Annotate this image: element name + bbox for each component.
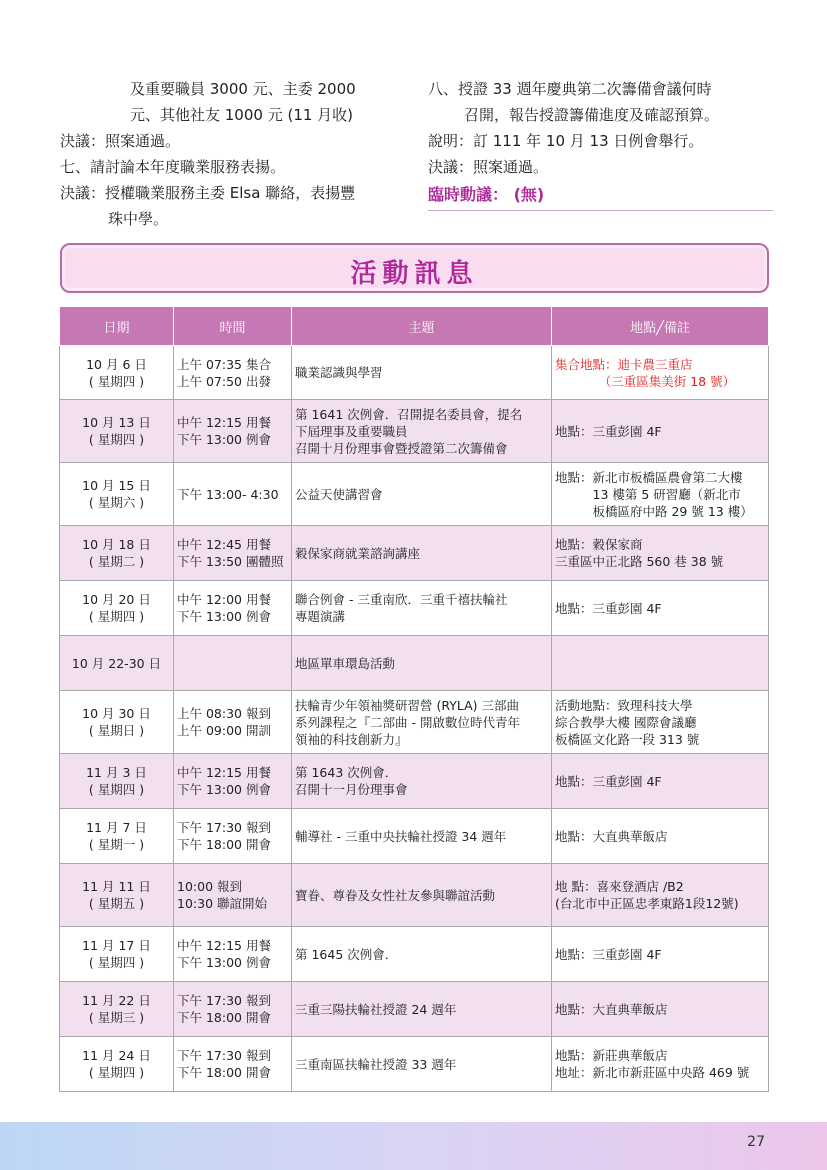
- temporary-motion: 臨時動議： (無): [428, 182, 773, 211]
- header-time: 時間: [174, 307, 292, 346]
- row-location: 地點：三重彭園 4F: [552, 400, 769, 463]
- row-date: 11 月 22 日 ( 星期三 ): [60, 982, 174, 1037]
- left-line: 及重要職員 3000 元、主委 2000: [130, 80, 356, 98]
- row-location: 地點：大直典華飯店: [552, 982, 769, 1037]
- row-date: 11 月 7 日 ( 星期一 ): [60, 809, 174, 864]
- row-time: 上午 07:35 集合 上午 07:50 出發: [174, 346, 292, 400]
- table-header-row: [60, 307, 769, 346]
- row-location: [552, 636, 769, 691]
- section-title: 活動訊息: [350, 259, 479, 289]
- table-row: [60, 581, 769, 636]
- right-line: 決議：照案通過。: [428, 158, 549, 176]
- right-column: [428, 76, 773, 211]
- table-row: [60, 1037, 769, 1092]
- table-row: [60, 927, 769, 982]
- left-line: 七、請討論本年度職業服務表揚。: [60, 158, 286, 176]
- table-row: [60, 691, 769, 754]
- row-time: 中午 12:45 用餐 下午 13:50 團體照: [174, 526, 292, 581]
- row-date: 10 月 22-30 日: [60, 636, 174, 691]
- row-date: 11 月 11 日 ( 星期五 ): [60, 864, 174, 927]
- row-location: 地點：穀保家商 三重區中正北路 560 巷 38 號: [552, 526, 769, 581]
- row-time: 下午 17:30 報到 下午 18:00 開會: [174, 1037, 292, 1092]
- right-line: 八、授證 33 週年慶典第二次籌備會議何時: [428, 80, 712, 98]
- row-topic: 第 1643 次例會． 召開十一月份理事會: [292, 754, 552, 809]
- row-date: 10 月 18 日 ( 星期二 ): [60, 526, 174, 581]
- row-location: 地點：三重彭園 4F: [552, 927, 769, 982]
- table-row: [60, 864, 769, 927]
- row-time: 下午 17:30 報到 下午 18:00 開會: [174, 809, 292, 864]
- row-location: 地點：新北市板橋區農會第二大樓 13 樓第 5 研習廳（新北市 板橋區府中路 29 號 13 樓）: [552, 463, 769, 526]
- header-topic: 主題: [292, 307, 552, 346]
- row-location: 地 點：喜來登酒店 /B2 (台北市中正區忠孝東路1段12號): [552, 864, 769, 927]
- table-row: [60, 463, 769, 526]
- row-time: 下午 17:30 報到 下午 18:00 開會: [174, 982, 292, 1037]
- table-row: [60, 636, 769, 691]
- row-topic: 三重南區扶輪社授證 33 週年: [292, 1037, 552, 1092]
- row-location: 地點：新莊典華飯店 地址：新北市新莊區中央路 469 號: [552, 1037, 769, 1092]
- activity-table: [59, 306, 769, 1092]
- row-time: 中午 12:15 用餐 下午 13:00 例會: [174, 400, 292, 463]
- row-date: 10 月 6 日 ( 星期四 ): [60, 346, 174, 400]
- header-location: 地點╱備註: [552, 307, 769, 346]
- row-topic: 第 1641 次例會．召開提名委員會，提名 下屆理事及重要職員 召開十月份理事會暨授證第二次籌備會: [292, 400, 552, 463]
- row-location: 活動地點：致理科技大學 綜合教學大樓 國際會議廳 板橋區文化路一段 313 號: [552, 691, 769, 754]
- row-location: 地點：三重彭園 4F: [552, 754, 769, 809]
- row-topic: 輔導社 - 三重中央扶輪社授證 34 週年: [292, 809, 552, 864]
- minutes-section: [0, 0, 827, 240]
- row-topic: 寶眷、尊眷及女性社友參與聯誼活動: [292, 864, 552, 927]
- table-body: [60, 346, 769, 1092]
- row-topic: 地區單車環島活動: [292, 636, 552, 691]
- row-date: 10 月 30 日 ( 星期日 ): [60, 691, 174, 754]
- row-date: 10 月 15 日 ( 星期六 ): [60, 463, 174, 526]
- row-topic: 第 1645 次例會．: [292, 927, 552, 982]
- row-topic: 職業認識與學習: [292, 346, 552, 400]
- row-time: 中午 12:00 用餐 下午 13:00 例會: [174, 581, 292, 636]
- row-date: 11 月 24 日 ( 星期四 ): [60, 1037, 174, 1092]
- row-topic: 扶輪青少年領袖獎研習營 (RYLA) 三部曲 系列課程之『二部曲 - 開啟數位時代青年 領袖的科技創新力』: [292, 691, 552, 754]
- row-time: [174, 636, 292, 691]
- row-topic: 公益天使講習會: [292, 463, 552, 526]
- right-line: 說明：訂 111 年 10 月 13 日例會舉行。: [428, 132, 704, 150]
- row-location: 集合地點：迪卡農三重店 （三重區集美街 18 號）: [552, 346, 769, 400]
- left-column: [60, 76, 410, 232]
- row-time: 中午 12:15 用餐 下午 13:00 例會: [174, 927, 292, 982]
- row-date: 10 月 13 日 ( 星期四 ): [60, 400, 174, 463]
- left-line: 決議：照案通過。: [60, 132, 181, 150]
- table-row: [60, 809, 769, 864]
- row-topic: 聯合例會 - 三重南欣．三重千禧扶輪社 專題演講: [292, 581, 552, 636]
- right-line: 召開，報告授證籌備進度及確認預算。: [464, 106, 720, 124]
- page-footer: [0, 1122, 827, 1170]
- row-topic: 穀保家商就業諮詢講座: [292, 526, 552, 581]
- section-banner: [60, 243, 769, 293]
- table-row: [60, 400, 769, 463]
- table-row: [60, 982, 769, 1037]
- left-line: 決議：授權職業服務主委 Elsa 聯絡，表揚豐: [60, 184, 356, 202]
- row-date: 11 月 17 日 ( 星期四 ): [60, 927, 174, 982]
- table-row: [60, 526, 769, 581]
- table-row: [60, 754, 769, 809]
- row-location: 地點：大直典華飯店: [552, 809, 769, 864]
- row-topic: 三重三陽扶輪社授證 24 週年: [292, 982, 552, 1037]
- row-location: 地點：三重彭園 4F: [552, 581, 769, 636]
- header-date: 日期: [60, 307, 174, 346]
- table-row: [60, 346, 769, 400]
- row-time: 上午 08:30 報到 上午 09:00 開訓: [174, 691, 292, 754]
- row-date: 10 月 20 日 ( 星期四 ): [60, 581, 174, 636]
- row-time: 下午 13:00- 4:30: [174, 463, 292, 526]
- left-line: 珠中學。: [108, 210, 169, 228]
- left-line: 元、其他社友 1000 元 (11 月收): [130, 106, 354, 124]
- page-number: 27: [747, 1134, 765, 1150]
- row-time: 中午 12:15 用餐 下午 13:00 例會: [174, 754, 292, 809]
- row-time: 10:00 報到 10:30 聯誼開始: [174, 864, 292, 927]
- row-date: 11 月 3 日 ( 星期四 ): [60, 754, 174, 809]
